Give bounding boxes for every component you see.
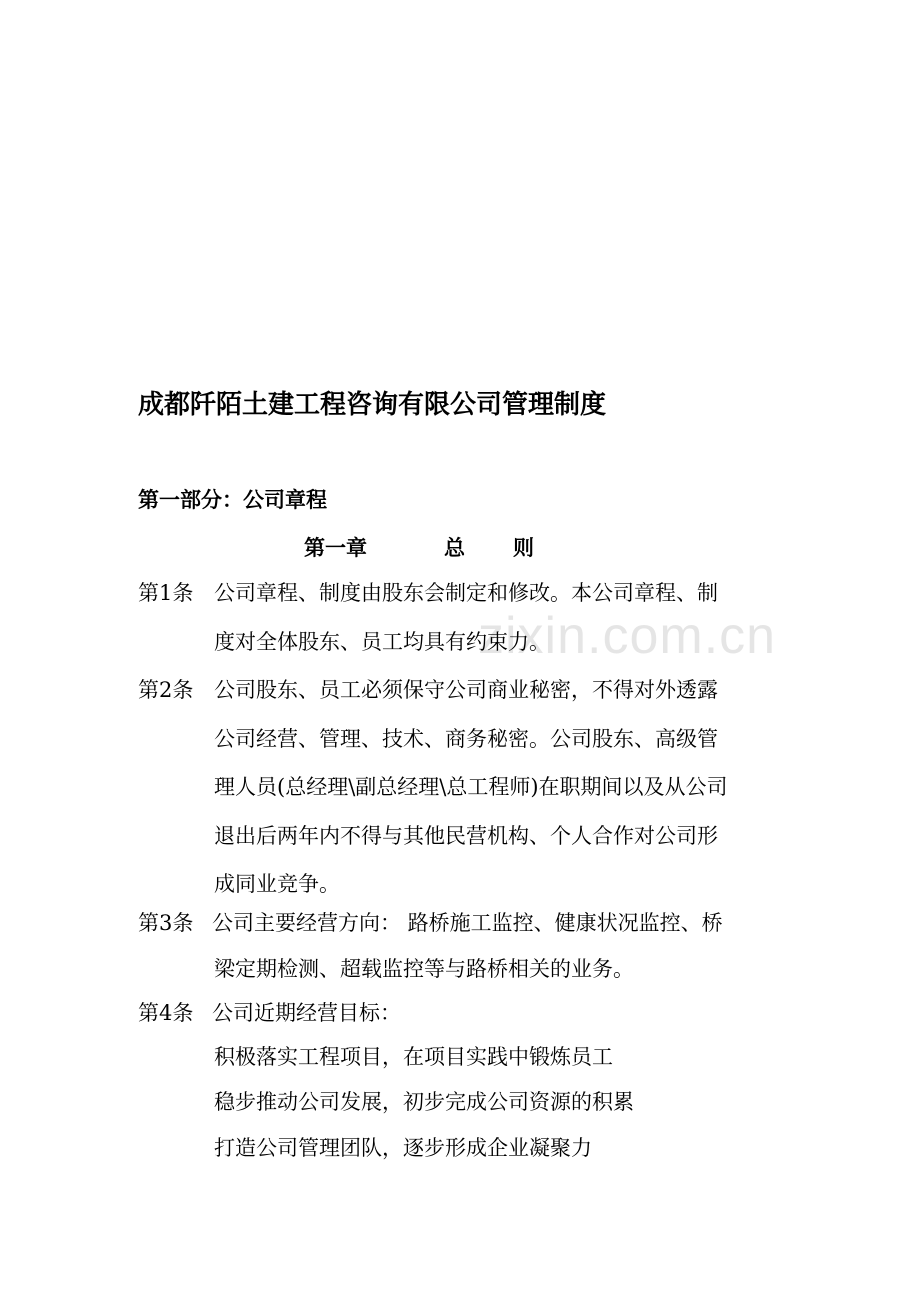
article-text-line: 公司经营、管理、技术、商务秘密。公司股东、高级管 (214, 727, 718, 751)
chapter-number: 第一章 (304, 536, 367, 560)
goal-item: 稳步推动公司发展，初步完成公司资源的积累 (214, 1090, 634, 1114)
article-text-line: 公司近期经营目标： (212, 1001, 401, 1025)
article-label: 第3条 (138, 911, 194, 935)
article-text-line: 成同业竞争。 (214, 872, 340, 896)
chapter-title-b: 则 (513, 536, 534, 560)
article-text-line: 公司股东、员工必须保守公司商业秘密，不得对外透露 (214, 678, 718, 702)
article-text-line: 理人员(总经理\副总经理\总工程师)在职期间以及从公司 (214, 775, 728, 799)
goal-item: 打造公司管理团队，逐步形成企业凝聚力 (214, 1136, 592, 1160)
article-text-line: 梁定期检测、超载监控等与路桥相关的业务。 (214, 957, 634, 981)
chapter-title-a: 总 (444, 536, 465, 560)
goal-item: 积极落实工程项目，在项目实践中锻炼员工 (214, 1045, 613, 1069)
article-text-line: 度对全体股东、员工均具有约束力。 (214, 630, 550, 654)
article-label: 第2条 (138, 678, 194, 702)
article-text-line: 退出后两年内不得与其他民营机构、个人合作对公司形 (214, 824, 718, 848)
article-label: 第4条 (138, 1001, 194, 1025)
article-text-line: 公司章程、制度由股东会制定和修改。本公司章程、制 (214, 581, 718, 605)
article-label: 第1条 (138, 581, 194, 605)
watermark: zixin.com.cn (478, 607, 777, 665)
article-text-line: 公司主要经营方向： 路桥施工监控、健康状况监控、桥 (212, 911, 723, 935)
document-title: 成都阡陌土建工程咨询有限公司管理制度 (138, 390, 607, 420)
part-heading: 第一部分：公司章程 (138, 488, 327, 512)
